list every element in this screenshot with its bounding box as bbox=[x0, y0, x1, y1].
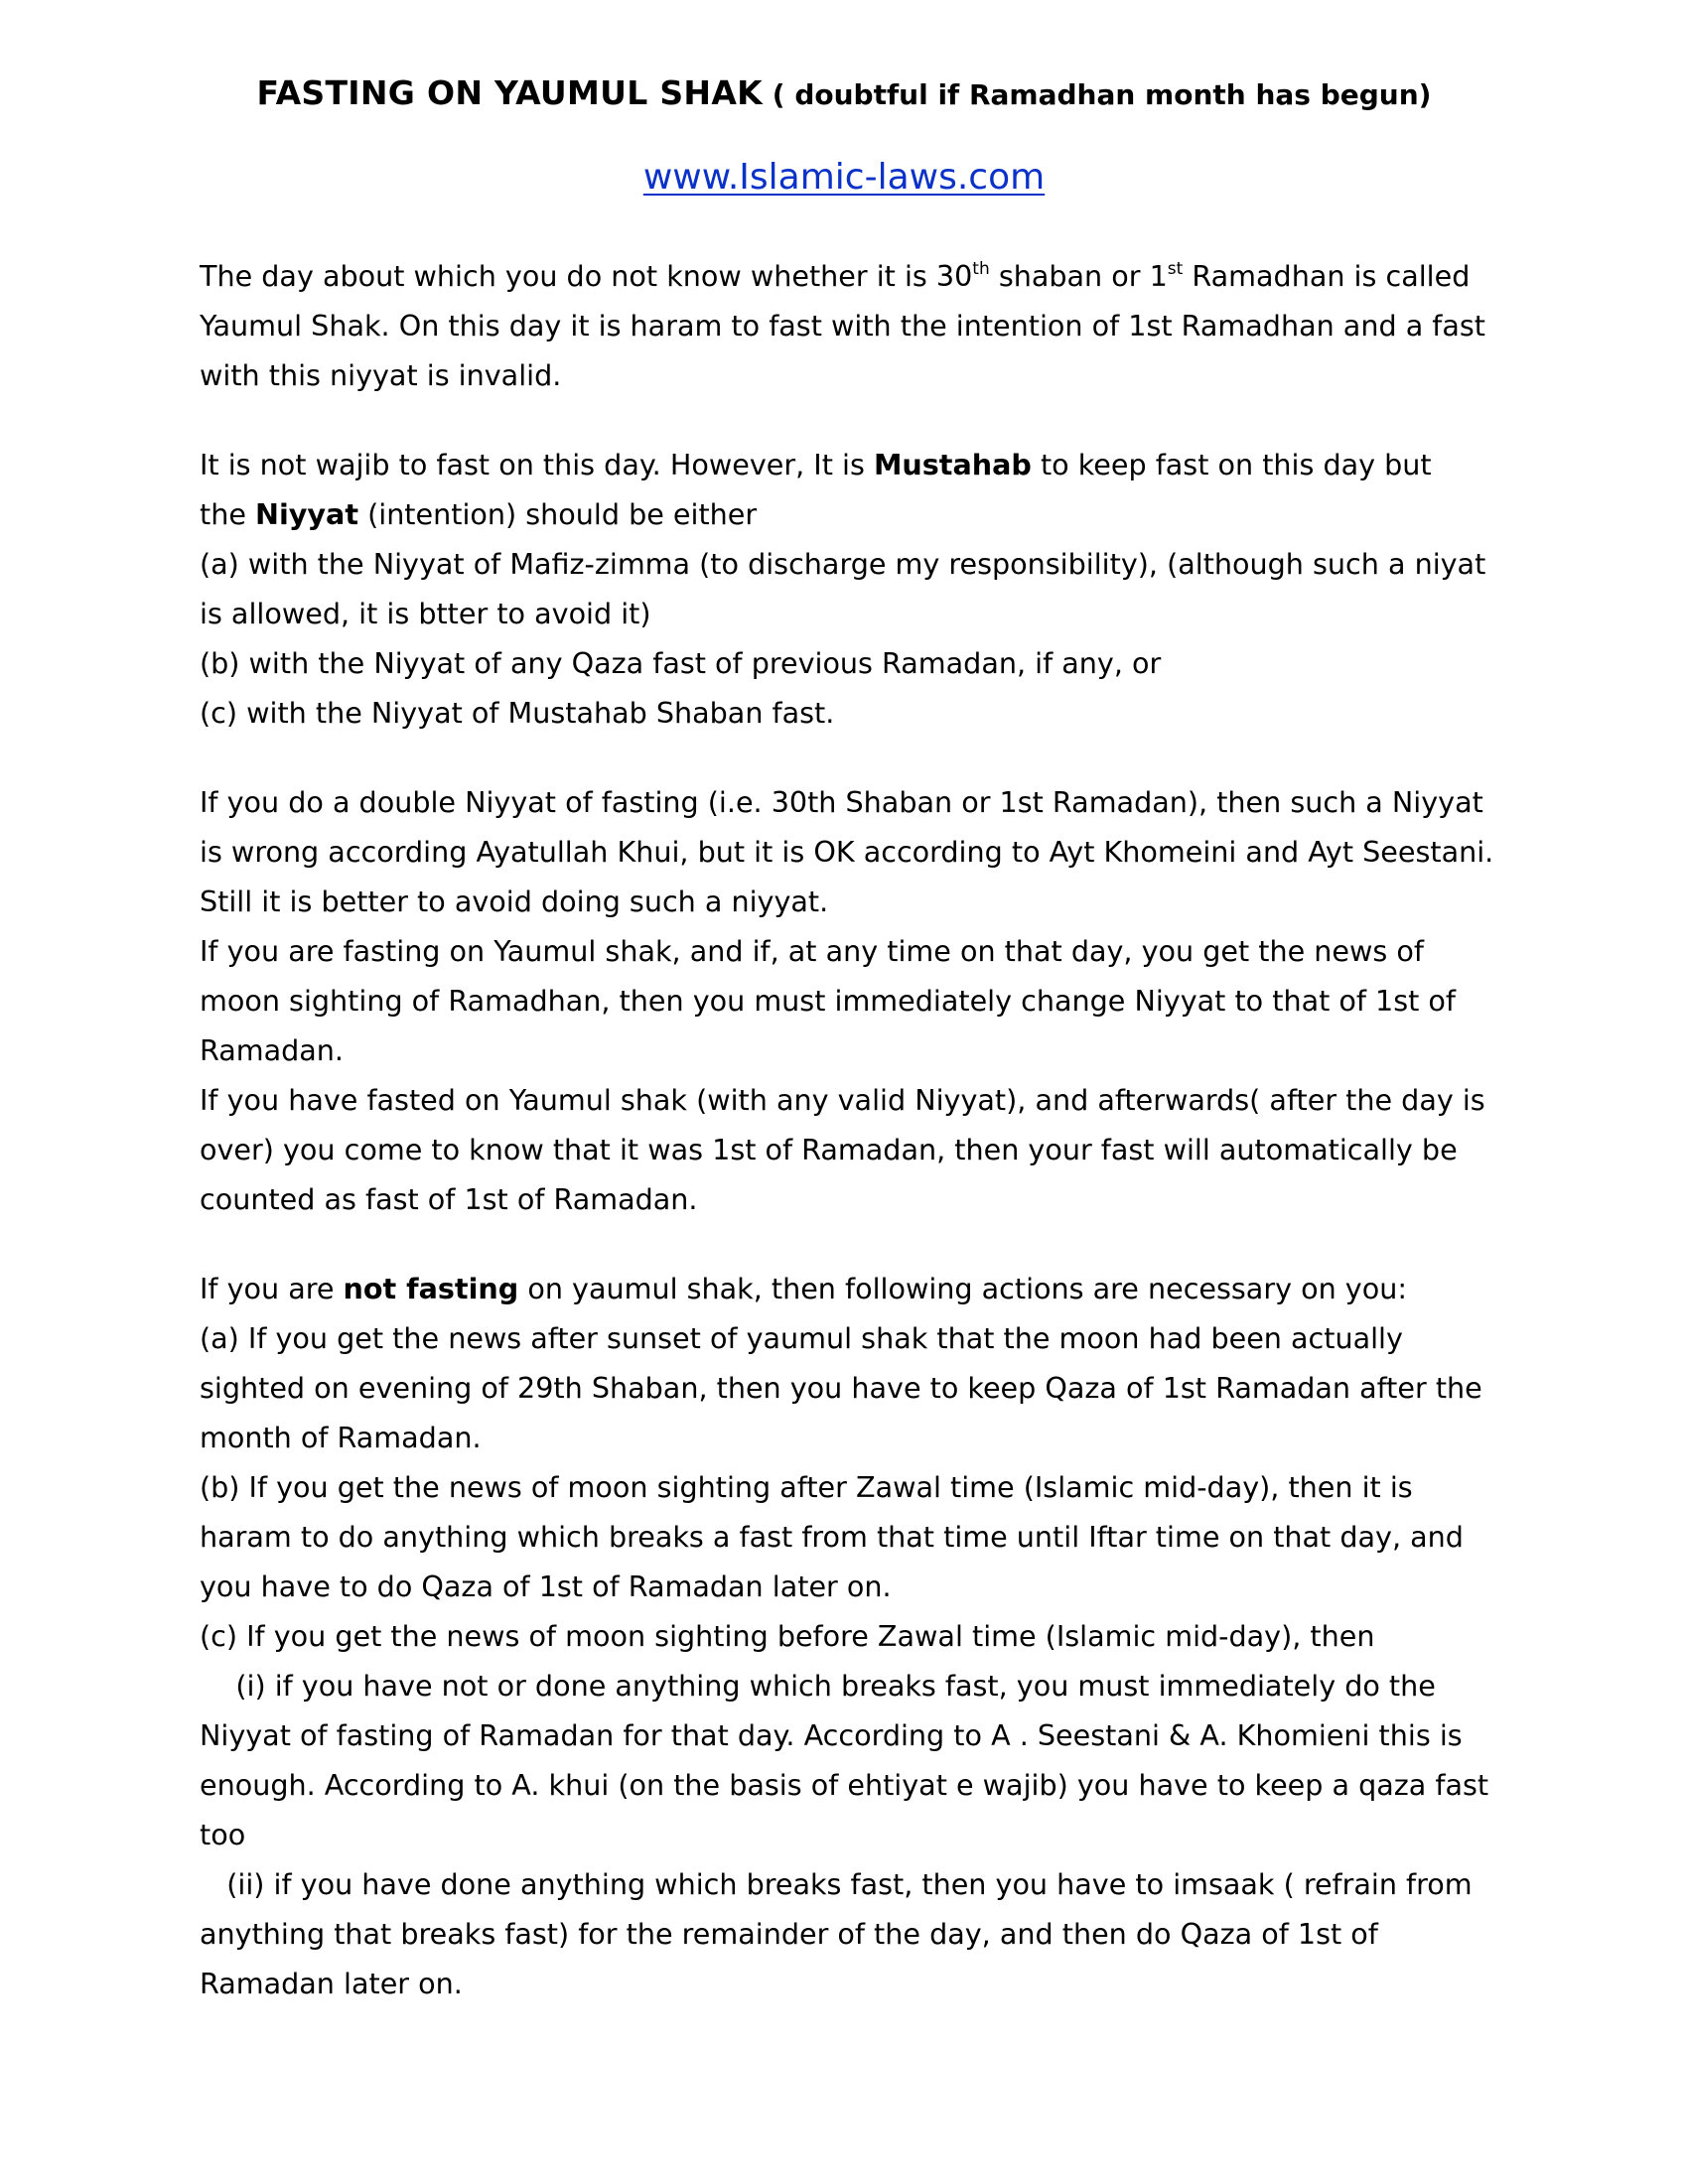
text-line: Niyyat of fasting of Ramadan for that day. According to A . Seestani & A. Khomieni this is bbox=[200, 1718, 1463, 1752]
text-line bbox=[200, 1264, 1510, 1313]
text-line: Ramadan. bbox=[200, 1033, 345, 1067]
text-line: moon sighting of Ramadhan, then you must immediately change Niyyat to that of 1st of bbox=[200, 984, 1456, 1018]
page-title bbox=[0, 73, 1688, 112]
text-line: haram to do anything which breaks a fast from that time until Iftar time on that day, and bbox=[200, 1520, 1464, 1554]
text-line: too bbox=[200, 1818, 246, 1851]
list-item-c: (c) with the Niyyat of Mustahab Shaban fast. bbox=[200, 696, 835, 730]
text-line: Yaumul Shak. On this day it is haram to fast with the intention of 1st Ramadhan and a fast bbox=[200, 309, 1485, 342]
bold-term: not fasting bbox=[343, 1272, 519, 1305]
text-line: If you have fasted on Yaumul shak (with any valid Niyyat), and afterwards( after the day is bbox=[200, 1083, 1485, 1117]
text-segment: The day about which you do not know whether it is 30 bbox=[200, 259, 973, 293]
text-segment: (intention) should be either bbox=[358, 497, 758, 531]
sub-item-ii: (ii) if you have done anything which breaks fast, then you have to imsaak ( refrain from bbox=[200, 1867, 1473, 1901]
text-line: If you do a double Niyyat of fasting (i.e. 30th Shaban or 1st Ramadan), then such a Niyyat bbox=[200, 785, 1483, 819]
text-line: enough. According to A. khui (on the basis of ehtiyat e wajib) you have to keep a qaza fast bbox=[200, 1768, 1489, 1802]
title-subtitle: ( doubtful if Ramadhan month has begun) bbox=[763, 78, 1432, 111]
text-line: month of Ramadan. bbox=[200, 1421, 482, 1454]
text-line bbox=[200, 489, 1510, 539]
ordinal-superscript: st bbox=[1167, 259, 1184, 279]
list-item-c: (c) If you get the news of moon sighting before Zawal time (Islamic mid-day), then bbox=[200, 1619, 1375, 1653]
paragraph-yaumul-shak-definition bbox=[200, 251, 1510, 400]
text-line: over) you come to know that it was 1st of Ramadan, then your fast will automatically be bbox=[200, 1133, 1458, 1166]
text-line: sighted on evening of 29th Shaban, then you have to keep Qaza of 1st Ramadan after the bbox=[200, 1371, 1482, 1405]
list-item-b: (b) If you get the news of moon sighting after Zawal time (Islamic mid-day), then it is bbox=[200, 1470, 1413, 1504]
bold-term: Mustahab bbox=[873, 448, 1032, 481]
text-line bbox=[200, 440, 1510, 489]
text-line: is wrong according Ayatullah Khui, but it is OK according to Ayt Khomeini and Ayt Seestani. bbox=[200, 835, 1494, 869]
website-link[interactable]: www.Islamic-laws.com bbox=[642, 157, 1046, 198]
sub-item-i: (i) if you have not or done anything which breaks fast, you must immediately do the bbox=[200, 1669, 1436, 1703]
text-line: is allowed, it is btter to avoid it) bbox=[200, 597, 651, 630]
list-item-b: (b) with the Niyyat of any Qaza fast of previous Ramadan, if any, or bbox=[200, 646, 1162, 680]
text-segment: If you are bbox=[200, 1272, 344, 1305]
text-line bbox=[200, 251, 1510, 301]
text-line: Ramadan later on. bbox=[200, 1967, 463, 2000]
text-segment: Ramadhan is called bbox=[1183, 259, 1471, 293]
text-segment: to keep fast on this day but bbox=[1031, 448, 1432, 481]
paragraph-not-fasting bbox=[200, 1264, 1510, 2008]
list-item-a: (a) with the Niyyat of Mafiz-zimma (to discharge my responsibility), (although such a niyat bbox=[200, 547, 1486, 581]
text-line: you have to do Qaza of 1st of Ramadan later on. bbox=[200, 1570, 892, 1603]
text-line: Still it is better to avoid doing such a niyyat. bbox=[200, 885, 829, 918]
ordinal-superscript: th bbox=[972, 259, 990, 279]
text-line: with this niyyat is invalid. bbox=[200, 358, 562, 392]
list-item-a: (a) If you get the news after sunset of yaumul shak that the moon had been actually bbox=[200, 1321, 1403, 1355]
text-segment: It is not wajib to fast on this day. However, It is bbox=[200, 448, 874, 481]
title-main: FASTING ON YAUMUL SHAK bbox=[256, 73, 764, 112]
text-segment: the bbox=[200, 497, 256, 531]
text-segment: on yaumul shak, then following actions are necessary on you: bbox=[518, 1272, 1407, 1305]
text-line: anything that breaks fast) for the remainder of the day, and then do Qaza of 1st of bbox=[200, 1917, 1378, 1951]
text-line: If you are fasting on Yaumul shak, and if, at any time on that day, you get the news of bbox=[200, 934, 1424, 968]
paragraph-niyyat-options bbox=[200, 440, 1510, 738]
text-line: counted as fast of 1st of Ramadan. bbox=[200, 1182, 698, 1216]
document-body bbox=[200, 251, 1510, 2008]
paragraph-double-niyyat bbox=[200, 777, 1510, 1224]
bold-term: Niyyat bbox=[255, 497, 358, 531]
text-segment: shaban or 1 bbox=[989, 259, 1168, 293]
